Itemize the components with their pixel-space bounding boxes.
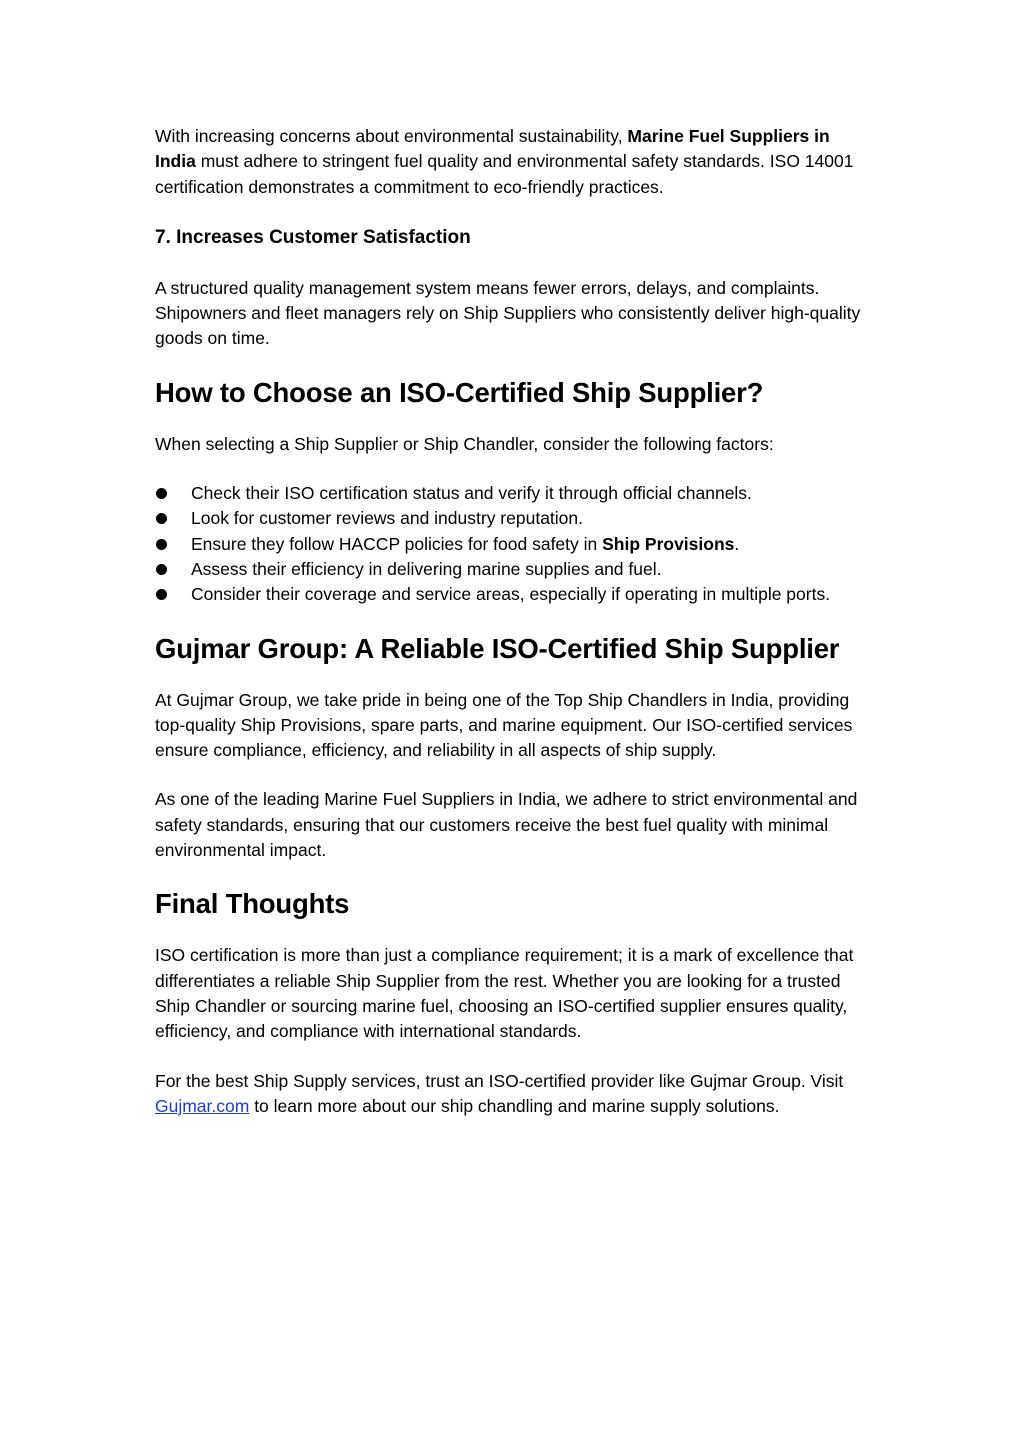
list-item: Look for customer reviews and industry reputation. xyxy=(155,506,875,531)
list-item: Consider their coverage and service areas, especially if operating in multiple ports. xyxy=(155,582,875,607)
list-item: Check their ISO certification status and verify it through official channels. xyxy=(155,481,875,506)
final-thoughts-heading: Final Thoughts xyxy=(155,888,350,920)
gujmar-link[interactable]: Gujmar.com xyxy=(155,1095,250,1116)
final-paragraph-1: ISO certification is more than just a compliance requirement; it is a mark of excellence that differentiates a reliable Ship Supplier from the rest. Whether you are looking for a trusted Ship Chandler or sourcing marine fuel, choosing an ISO-certified supplier ensures quality, efficiency, and compliance with international standards. xyxy=(155,945,854,1042)
final-paragraph-2: For the best Ship Supply services, trust an ISO-certified provider like Gujmar Group. Visit Gujmar.com to learn more about our ship chandling and marine supply solutions. xyxy=(155,1070,844,1116)
factors-list xyxy=(155,481,875,607)
list-item: Assess their efficiency in delivering marine supplies and fuel. xyxy=(155,557,875,582)
intro-paragraph xyxy=(155,124,875,200)
gujmar-heading: Gujmar Group: A Reliable ISO-Certified Ship Supplier xyxy=(155,632,840,664)
list-item: Ensure they follow HACCP policies for food safety in Ship Provisions. xyxy=(155,532,875,557)
intro-text-before: With increasing concerns about environmental sustainability, xyxy=(155,126,628,146)
choose-lead-paragraph: When selecting a Ship Supplier or Ship Chandler, consider the following factors: xyxy=(155,433,774,454)
bullet-icon xyxy=(156,488,167,499)
intro-text-after: must adhere to stringent fuel quality and environmental safety standards. ISO 14001 certification demonstrates a commitment to eco-friendly practices. xyxy=(155,151,854,197)
gujmar-paragraph-1: At Gujmar Group, we take pride in being one of the Top Ship Chandlers in India, providing top-quality Ship Provisions, spare parts, and marine equipment. Our ISO-certified services ensure compliance, efficiency, and reliability in all aspects of ship supply. xyxy=(155,689,853,761)
bullet-icon xyxy=(156,589,167,600)
bullet-icon xyxy=(156,513,167,524)
section-7-paragraph: A structured quality management system means fewer errors, delays, and complaints. Shipowners and fleet managers rely on Ship Suppliers who consistently deliver high-quality goods on time. xyxy=(155,277,861,349)
document-page xyxy=(155,124,875,1119)
intro-bold-term: Marine Fuel Suppliers in India xyxy=(155,126,830,172)
ship-provisions-bold: Ship Provisions xyxy=(602,533,735,554)
choose-supplier-heading: How to Choose an ISO-Certified Ship Supplier? xyxy=(155,376,764,408)
gujmar-paragraph-2: As one of the leading Marine Fuel Suppliers in India, we adhere to strict environmental and safety standards, ensuring that our customers receive the best fuel quality with minimal environmental impact. xyxy=(155,789,858,861)
section-7-heading: 7. Increases Customer Satisfaction xyxy=(155,226,471,248)
bullet-icon xyxy=(156,564,167,575)
bullet-icon xyxy=(156,539,167,550)
